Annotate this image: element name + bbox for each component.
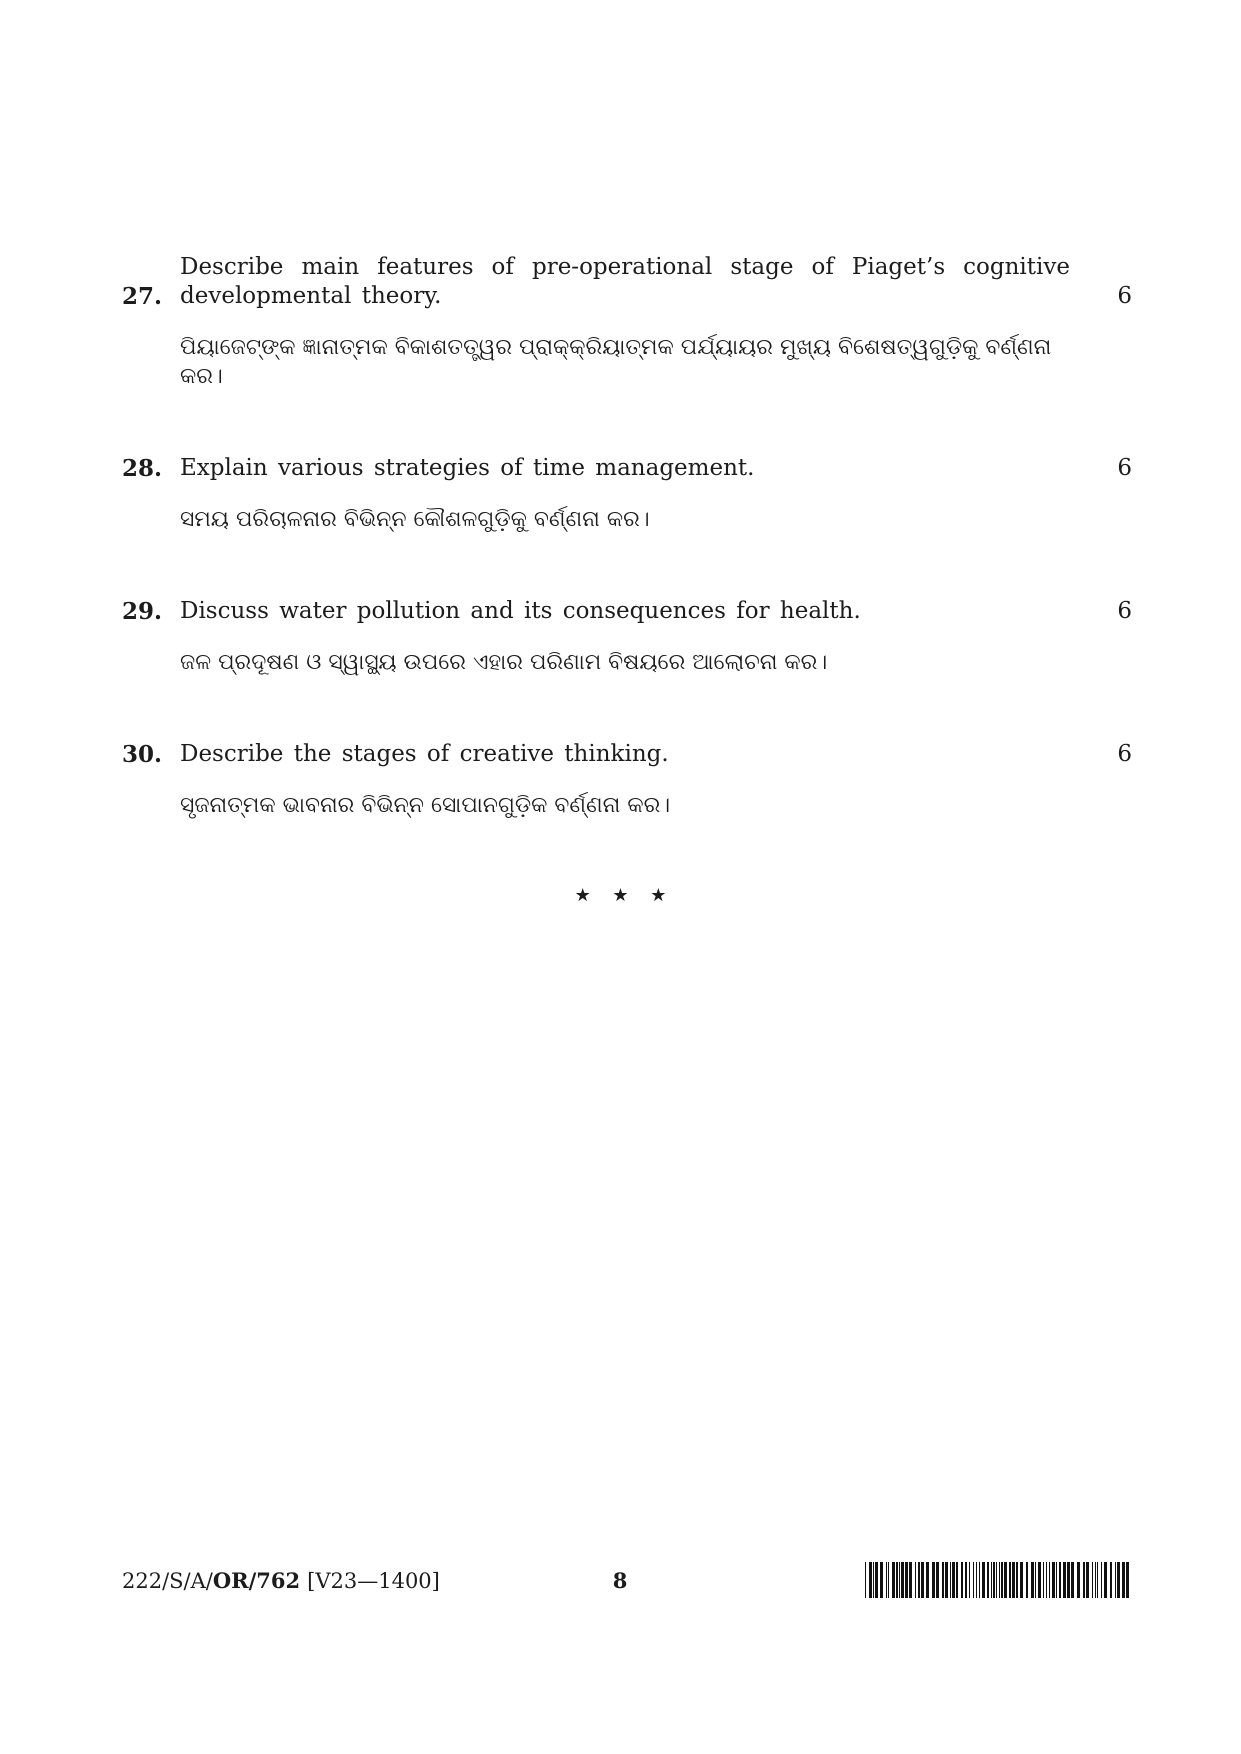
barcode-bar bbox=[973, 1562, 974, 1598]
barcode-bar bbox=[869, 1562, 872, 1598]
barcode-bar bbox=[1110, 1562, 1112, 1598]
question-odia-text: ପିୟାଜେଟ୍‌ଙ୍କ ଜ୍ଞାନାତ୍ମକ ବିକାଶତତ୍ତ୍ୱର ପ୍ରାକ୍‌କ୍ରିୟାତ୍ମକ ପର୍ଯ୍ୟାୟର ମୁଖ୍ୟ ବିଶେଷତ୍ୱଗୁଡ଼ିକୁ ବର୍ଣ୍ଣନା କର। bbox=[180, 335, 1052, 389]
barcode-bar bbox=[873, 1562, 874, 1598]
question-marks: 6 bbox=[1117, 455, 1132, 481]
barcode-bar bbox=[1049, 1562, 1050, 1598]
barcode-bar bbox=[1043, 1562, 1044, 1598]
barcode-bar bbox=[1012, 1562, 1015, 1598]
barcode-bar bbox=[888, 1562, 889, 1598]
barcode-bar bbox=[915, 1562, 916, 1598]
barcode-bar bbox=[996, 1562, 997, 1598]
barcode-bar bbox=[901, 1562, 904, 1598]
question-odia-text: ସମୟ ପରିଚାଳନାର ବିଭିନ୍ନ କୌଶଳଗୁଡ଼ିକୁ ବର୍ଣ୍ଣନା କର। bbox=[180, 507, 650, 532]
barcode-bar bbox=[1101, 1562, 1102, 1598]
barcode-bar bbox=[1071, 1562, 1074, 1598]
barcode-bar bbox=[982, 1562, 985, 1598]
question-29 bbox=[122, 597, 1132, 677]
question-30 bbox=[122, 740, 1132, 820]
barcode-bar bbox=[905, 1562, 908, 1598]
barcode-bar bbox=[1115, 1562, 1116, 1598]
barcode-bar bbox=[1083, 1562, 1085, 1598]
barcode-bar bbox=[976, 1562, 977, 1598]
barcode-bar bbox=[1009, 1562, 1011, 1598]
barcode-bar bbox=[1020, 1562, 1023, 1598]
barcode-bar bbox=[993, 1562, 995, 1598]
barcode-bar bbox=[969, 1562, 970, 1598]
barcode-bar bbox=[991, 1562, 992, 1598]
barcode-bar bbox=[1056, 1562, 1057, 1598]
barcode-bar bbox=[1126, 1562, 1129, 1598]
question-text: Explain various strategies of time management. bbox=[180, 455, 755, 481]
barcode-bar bbox=[1031, 1562, 1034, 1598]
barcode-bar bbox=[987, 1562, 989, 1598]
barcode-bar bbox=[865, 1562, 866, 1598]
question-list bbox=[122, 253, 1132, 910]
question-number: 29. bbox=[122, 598, 163, 625]
question-english-row bbox=[122, 454, 1132, 483]
question-number: 28. bbox=[122, 455, 163, 482]
barcode-bar bbox=[965, 1562, 967, 1598]
barcode-bar bbox=[926, 1562, 929, 1598]
question-28 bbox=[122, 454, 1132, 534]
barcode-bar bbox=[1095, 1562, 1096, 1598]
barcode-bar bbox=[1059, 1562, 1061, 1598]
paper-code-version: [V23—1400] bbox=[307, 1569, 440, 1593]
barcode-bar bbox=[918, 1562, 920, 1598]
question-text: Describe the stages of creative thinking. bbox=[180, 741, 669, 767]
barcode-bar bbox=[875, 1562, 878, 1598]
barcode-bar bbox=[880, 1562, 883, 1598]
paper-code-prefix: 222/S/A/ bbox=[122, 1569, 213, 1593]
barcode-bar bbox=[1077, 1562, 1080, 1598]
question-english-row bbox=[122, 597, 1132, 626]
question-english-row bbox=[122, 740, 1132, 769]
question-odia-text: ସୃଜନାତ୍ମକ ଭାବନାର ବିଭିନ୍ନ ସୋପାନଗୁଡ଼ିକ ବର୍ଣ୍ଣନା କର। bbox=[180, 793, 671, 818]
question-text: Discuss water pollution and its consequences for health. bbox=[180, 598, 861, 624]
barcode-bar bbox=[1016, 1562, 1018, 1598]
barcode-bar bbox=[1035, 1562, 1036, 1598]
barcode-bar bbox=[909, 1562, 912, 1598]
barcode-bar bbox=[1063, 1562, 1066, 1598]
barcode-bar bbox=[979, 1562, 980, 1598]
barcode-bar bbox=[950, 1562, 951, 1598]
paper-code-bold: OR/762 bbox=[212, 1568, 301, 1593]
barcode bbox=[865, 1562, 1131, 1598]
question-english-row bbox=[122, 253, 1132, 311]
question-odia-text: ଜଳ ପ୍ରଦୂଷଣ ଓ ସ୍ୱାସ୍ଥ୍ୟ ଉପରେ ଏହାର ପରିଣାମ ବିଷୟରେ ଆଲୋଚନା କର। bbox=[180, 650, 828, 675]
barcode-bar bbox=[1122, 1562, 1125, 1598]
question-marks: 6 bbox=[1117, 283, 1132, 309]
barcode-bar bbox=[942, 1562, 944, 1598]
barcode-bar bbox=[1046, 1562, 1047, 1598]
barcode-bar bbox=[956, 1562, 958, 1598]
barcode-bar bbox=[1092, 1562, 1093, 1598]
barcode-bar bbox=[961, 1562, 963, 1598]
barcode-bar bbox=[1026, 1562, 1028, 1598]
barcode-bar bbox=[952, 1562, 955, 1598]
barcode-bar bbox=[1086, 1562, 1089, 1598]
page-number: 8 bbox=[612, 1568, 628, 1593]
barcode-bar bbox=[999, 1562, 1000, 1598]
barcode-bar bbox=[899, 1562, 900, 1598]
barcode-bar bbox=[1104, 1562, 1107, 1598]
barcode-bar bbox=[886, 1562, 887, 1598]
question-number: 30. bbox=[122, 741, 163, 768]
barcode-bar bbox=[932, 1562, 935, 1598]
end-of-paper-stars: ★ ★ ★ bbox=[574, 885, 675, 906]
barcode-bar bbox=[1004, 1562, 1007, 1598]
barcode-bar bbox=[1117, 1562, 1120, 1598]
barcode-bar bbox=[1052, 1562, 1055, 1598]
paper-code bbox=[122, 1566, 440, 1596]
barcode-bar bbox=[921, 1562, 924, 1598]
barcode-bar bbox=[896, 1562, 898, 1598]
question-27 bbox=[122, 253, 1132, 391]
barcode-bar bbox=[892, 1562, 895, 1598]
barcode-bar bbox=[945, 1562, 948, 1598]
question-marks: 6 bbox=[1117, 598, 1132, 624]
barcode-bar bbox=[1038, 1562, 1041, 1598]
question-marks: 6 bbox=[1117, 741, 1132, 767]
question-text: Describe main features of pre-operational stage of Piaget’s cognitive developmental theory. bbox=[180, 254, 1070, 309]
barcode-bar bbox=[936, 1562, 939, 1598]
barcode-bar bbox=[1097, 1562, 1098, 1598]
question-number: 27. bbox=[122, 283, 163, 310]
barcode-bar bbox=[1001, 1562, 1003, 1598]
barcode-bar bbox=[1067, 1562, 1070, 1598]
